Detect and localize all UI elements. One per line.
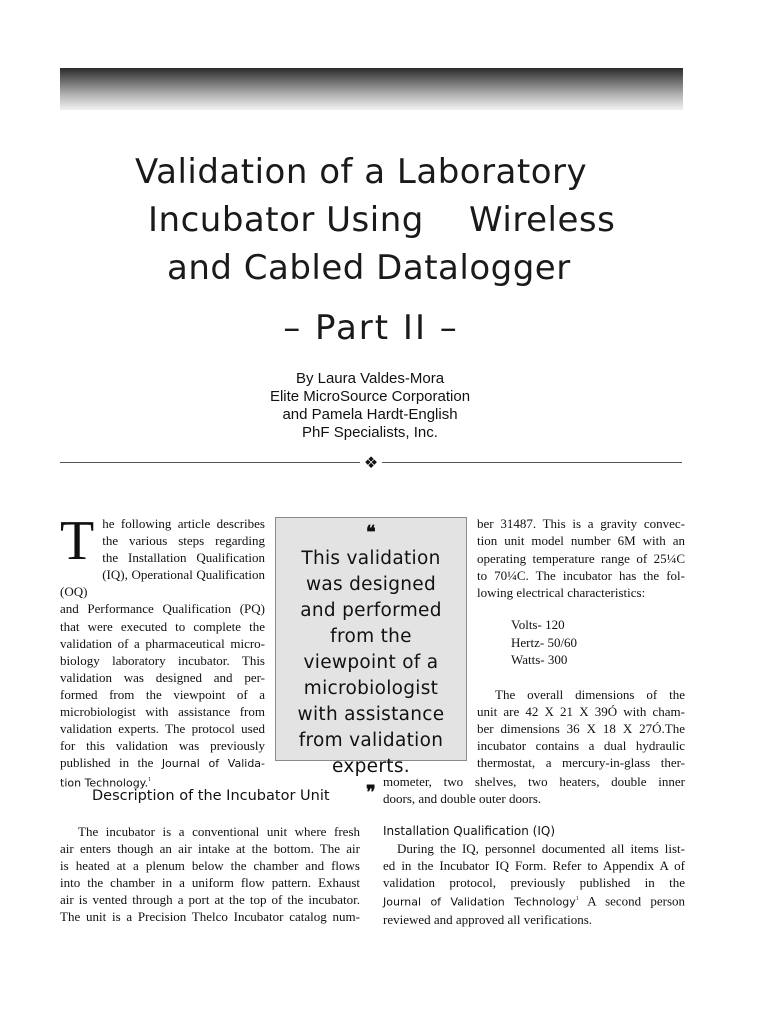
pull-quote-line: was designed — [305, 574, 437, 595]
pull-quote-line: experts. ❞ — [276, 754, 466, 806]
body-line: tion unit model number 6M with an — [477, 533, 685, 549]
pull-quote-box — [275, 517, 467, 803]
intro-line: validation experts. The protocol used — [60, 721, 265, 737]
body-line: air enters though an air intake at the bottom. The air — [60, 841, 360, 857]
pull-quote-line: from validation — [298, 730, 444, 751]
byline-line-4: PhF Specialists, Inc. — [302, 424, 438, 441]
intro-paragraph — [60, 510, 266, 792]
intro-line: and Performance Qualification (PQ) — [60, 601, 265, 617]
close-quote-icon: ❞ — [366, 782, 376, 803]
spec-item: Hertz- 50/60 — [511, 634, 578, 650]
journal-citation: Journal of Valida- — [161, 757, 266, 771]
right-column-text — [477, 515, 685, 601]
intro-line: (IQ), Operational Qualification (OQ) — [60, 567, 265, 600]
intro-line: validation of a pharmaceutical micro- — [60, 635, 265, 651]
body-line: During the IQ, personnel documented all items list- — [397, 841, 685, 856]
diamond-ornament-icon: ❖ — [363, 453, 379, 472]
dimensions-paragraph — [477, 686, 685, 771]
byline-line-1: By Laura Valdes-Mora — [295, 370, 445, 387]
pull-quote-line: microbiologist — [303, 678, 439, 699]
body-line: validation protocol, previously published in the — [383, 875, 685, 891]
journal-citation: Journal of Validation Technology — [383, 895, 576, 909]
body-line: doors, and double outer doors. — [383, 791, 542, 807]
intro-line: biology laboratory incubator. This — [60, 652, 265, 668]
title-line-1: Validation of a Laboratory — [135, 152, 588, 192]
pull-quote-line: from the — [330, 626, 412, 647]
iq-paragraph — [383, 840, 685, 928]
header-gradient-bar — [60, 68, 683, 110]
dimensions-paragraph-cont — [383, 773, 685, 807]
title-line-3: and Cabled Datalogger — [167, 248, 571, 288]
description-paragraph — [60, 823, 360, 926]
section-heading: Description of the Incubator Unit — [92, 788, 330, 804]
footnote-marker: 1 — [575, 896, 579, 903]
body-line: is heated at a plenum below the chamber and flows — [60, 858, 360, 874]
intro-line: the various steps regarding — [102, 533, 265, 549]
article-title — [60, 148, 660, 292]
body-line: The incubator is a conventional unit where fresh — [78, 824, 360, 839]
body-line: ed in the Incubator IQ Form. Refer to Appendix A of — [383, 858, 685, 874]
divider-rule-right — [382, 462, 682, 463]
body-line: incubator contains a dual hydraulic — [477, 738, 685, 754]
iq-subheading: Installation Qualification (IQ) — [383, 824, 556, 838]
divider-rule-left — [60, 462, 360, 463]
pull-quote-line: and performed — [300, 600, 442, 621]
intro-line: validation was designed and per- — [60, 669, 265, 685]
intro-line — [60, 754, 265, 772]
body-line: unit are 42 X 21 X 39Ó with cham- — [477, 704, 685, 720]
body-line: air is vented through a port at the top of the incubator. — [60, 892, 360, 908]
journal-citation-cont: tion Technology. — [60, 776, 149, 790]
part-label: – Part II – — [283, 308, 459, 348]
byline-line-3: and Pamela Hardt-English — [282, 406, 458, 423]
intro-last-prefix: published in the — [60, 755, 162, 771]
body-line: lowing electrical characteristics: — [477, 585, 646, 601]
title-line-2: Incubator Using Wireless — [148, 200, 616, 240]
intro-line: for this validation was previously — [60, 738, 265, 754]
byline-line-2: Elite MicroSource Corporation — [269, 388, 471, 405]
spec-item: Watts- 300 — [511, 652, 568, 667]
intro-line: the Installation Qualification — [102, 550, 265, 566]
body-line: into the chamber in a uniform flow pattern. Exhaust — [60, 875, 360, 891]
body-line: The overall dimensions of the — [495, 687, 685, 702]
body-line: The unit is a Precision Thelco Incubator catalog num- — [60, 909, 360, 925]
drop-cap: T — [60, 510, 95, 572]
body-line: thermostat, a mercury-in-glass ther- — [477, 755, 685, 771]
body-line: reviewed and approved all verifications. — [383, 911, 592, 927]
pull-quote-line: viewpoint of a — [303, 652, 439, 673]
intro-line: microbiologist with assistance from — [60, 704, 265, 720]
body-line: Journal of Validation Technology$^1$ A second person — [383, 893, 686, 909]
byline — [175, 370, 565, 442]
intro-line: he following article describes — [102, 516, 265, 531]
body-line: ber dimensions 36 X 18 X 27Ó.The — [477, 721, 685, 737]
pull-quote-line: with assistance — [297, 704, 445, 725]
open-quote-icon: ❝ — [366, 522, 376, 543]
intro-line: formed from the viewpoint of a — [60, 686, 265, 702]
spec-item: Volts- 120 — [511, 617, 565, 632]
pull-quote-line: ❝ This validation — [276, 520, 466, 572]
body-line: to 70¼C. The incubator has the fol- — [477, 567, 685, 583]
electrical-specs-list — [511, 616, 577, 669]
body-line: ber 31487. This is a gravity convec- — [477, 516, 685, 531]
intro-line: that were executed to complete the — [60, 618, 265, 634]
body-line: operating temperature range of 25¼C — [477, 550, 685, 566]
footnote-marker: 1 — [148, 777, 152, 784]
body-line: mometer, two shelves, two heaters, double inner — [383, 774, 685, 789]
